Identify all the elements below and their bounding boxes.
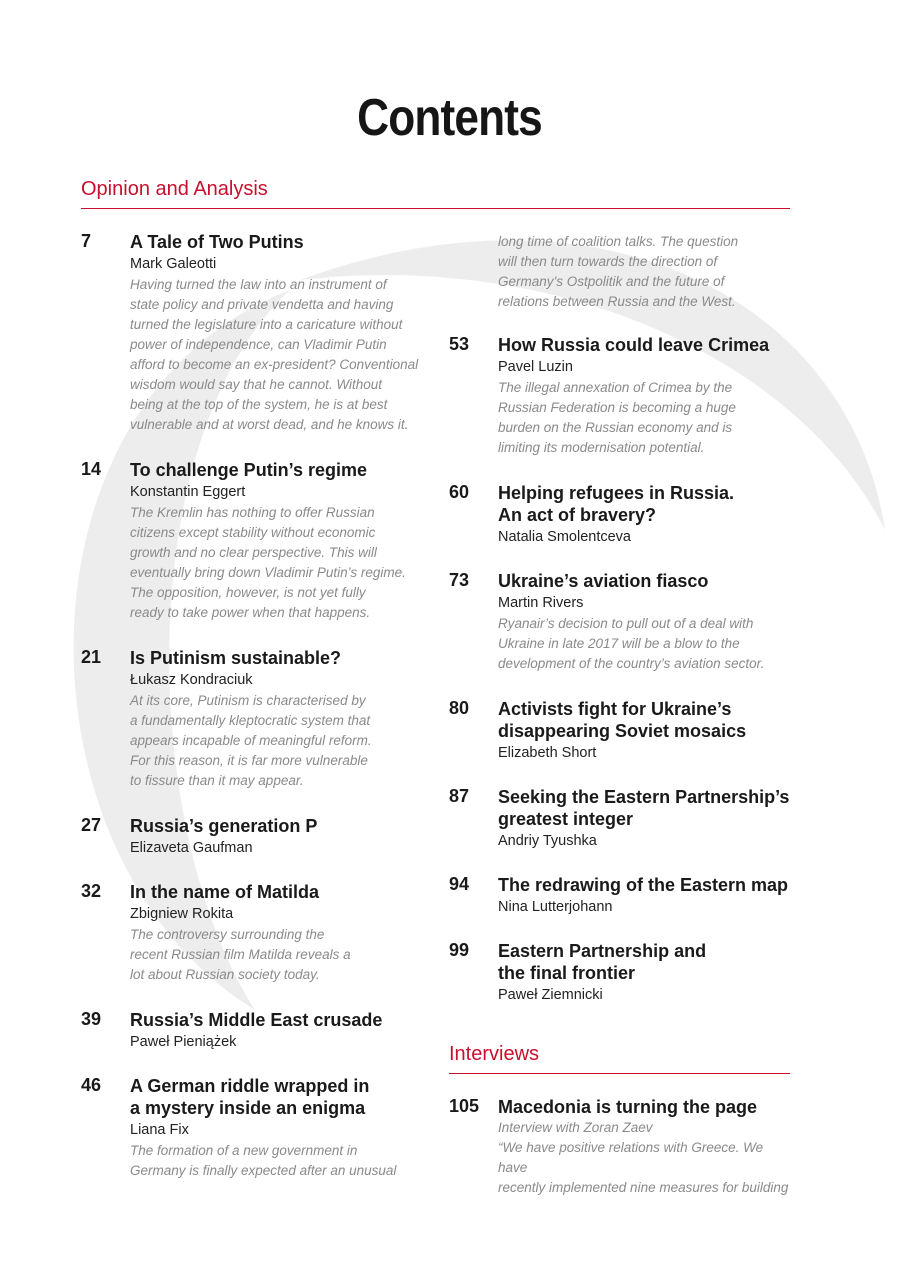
toc-entry[interactable] — [449, 874, 794, 918]
page-number: 7 — [81, 231, 92, 251]
article-author: Pavel Luzin — [498, 359, 573, 375]
article-author: Nina Lutterjohann — [498, 899, 613, 915]
toc-entry[interactable] — [81, 647, 426, 791]
article-title[interactable]: Is Putinism sustainable? — [130, 648, 342, 668]
article-abstract: At its core, Putinism is characterised by a fundamentally kleptocratic system that appears incapable of meaningful reform. For this reason, it is far more vulnerable to fissure than it may appear. — [130, 693, 372, 788]
article-abstract: Having turned the law into an instrument of state policy and private vendetta and having turned the legislature into a caricature without power of independence, can Vladimir Putin afford to become an ex-president? Conventional wisdom would say that he cannot. Without being at the top of the system, he is at best vulnerable and at worst dead, and he knows it. — [130, 277, 419, 432]
article-title[interactable]: How Russia could leave Crimea — [498, 335, 770, 355]
left-column — [81, 231, 426, 1181]
toc-entry[interactable] — [81, 459, 426, 623]
article-author: Mark Galeotti — [130, 256, 217, 272]
article-abstract: The Kremlin has nothing to offer Russian citizens except stability without economic growth and no clear perspective. This will eventually bring down Vladimir Putin’s regime. The opposition, however, is not yet fully ready to take power when that happens. — [130, 505, 406, 620]
section-heading-opinion: Opinion and Analysis — [81, 178, 790, 209]
page-number: 27 — [81, 815, 102, 835]
page-number: 32 — [81, 881, 102, 901]
abstract-continuation: long time of coalition talks. The question will then turn towards the direction of Germany’s Ostpolitik and the future of relations between Russia and the West. — [498, 234, 739, 309]
page-number: 60 — [449, 482, 470, 502]
article-author: Paweł Ziemnicki — [498, 987, 603, 1003]
toc-entry[interactable] — [81, 881, 426, 985]
article-abstract: The illegal annexation of Crimea by the Russian Federation is becoming a huge burden on the Russian economy and is limiting its modernisation potential. — [498, 380, 736, 455]
page-number: 39 — [81, 1009, 102, 1029]
article-abstract: “We have positive relations with Greece. We have recently implemented nine measures for building — [498, 1140, 789, 1195]
article-author: Zbigniew Rokita — [130, 906, 234, 922]
article-author: Andriy Tyushka — [498, 833, 597, 849]
page-number: 80 — [449, 698, 470, 718]
page-title: Contents — [357, 89, 542, 147]
article-title[interactable]: Russia’s generation P — [130, 816, 318, 836]
article-abstract: The controversy surrounding the recent Russian film Matilda reveals a lot about Russian society today. — [130, 927, 351, 982]
article-title[interactable]: Russia’s Middle East crusade — [130, 1010, 383, 1030]
toc-entry[interactable] — [449, 786, 794, 852]
toc-entry[interactable] — [81, 815, 426, 859]
article-author: Martin Rivers — [498, 595, 584, 611]
article-author: Konstantin Eggert — [130, 484, 246, 500]
article-title[interactable]: Macedonia is turning the page — [498, 1097, 758, 1117]
interviewee: Interview with Zoran Zaev — [498, 1120, 653, 1135]
toc-entry[interactable] — [449, 334, 794, 458]
article-title[interactable]: A German riddle wrapped in a mystery inside an enigma — [130, 1076, 370, 1118]
article-abstract: The formation of a new government in Germany is finally expected after an unusual — [130, 1143, 397, 1178]
toc-entry[interactable] — [81, 1009, 426, 1053]
interview-entry-container — [449, 1096, 794, 1198]
article-title[interactable]: In the name of Matilda — [130, 882, 320, 902]
article-title[interactable]: Activists fight for Ukraine’s disappearing Soviet mosaics — [498, 699, 747, 741]
article-author: Łukasz Kondraciuk — [130, 672, 253, 688]
article-title[interactable]: To challenge Putin’s regime — [130, 460, 368, 480]
article-title[interactable]: The redrawing of the Eastern map — [498, 875, 789, 895]
page-number: 21 — [81, 647, 102, 667]
article-title[interactable]: Eastern Partnership and the final frontier — [498, 941, 707, 983]
article-author: Elizabeth Short — [498, 745, 597, 761]
toc-entry[interactable] — [449, 482, 794, 548]
article-abstract: Ryanair’s decision to pull out of a deal with Ukraine in late 2017 will be a blow to the development of the country’s aviation sector. — [498, 616, 765, 671]
article-author: Paweł Pieniążek — [130, 1034, 237, 1050]
page-number: 46 — [81, 1075, 102, 1095]
page-number: 99 — [449, 940, 470, 960]
toc-entry[interactable] — [81, 1075, 426, 1181]
page-number: 94 — [449, 874, 470, 894]
toc-entry[interactable] — [81, 231, 426, 435]
page-number: 14 — [81, 459, 102, 479]
page-number: 53 — [449, 334, 470, 354]
article-author: Elizaveta Gaufman — [130, 840, 253, 856]
article-title[interactable]: Seeking the Eastern Partnership’s greatest integer — [498, 787, 790, 829]
article-title[interactable]: Ukraine’s aviation fiasco — [498, 571, 709, 591]
page-number: 73 — [449, 570, 470, 590]
article-title[interactable]: Helping refugees in Russia. An act of bravery? — [498, 483, 735, 525]
toc-entry[interactable] — [449, 940, 794, 1006]
page-number: 87 — [449, 786, 470, 806]
section-heading-interviews: Interviews — [449, 1043, 790, 1074]
toc-entry[interactable] — [449, 570, 794, 674]
right-column — [449, 232, 794, 1006]
article-title[interactable]: A Tale of Two Putins — [130, 232, 304, 252]
toc-entry[interactable] — [449, 1096, 794, 1198]
article-author: Natalia Smolentceva — [498, 529, 631, 545]
article-author: Liana Fix — [130, 1122, 189, 1138]
toc-entry[interactable] — [449, 698, 794, 764]
page-number: 105 — [449, 1096, 480, 1116]
